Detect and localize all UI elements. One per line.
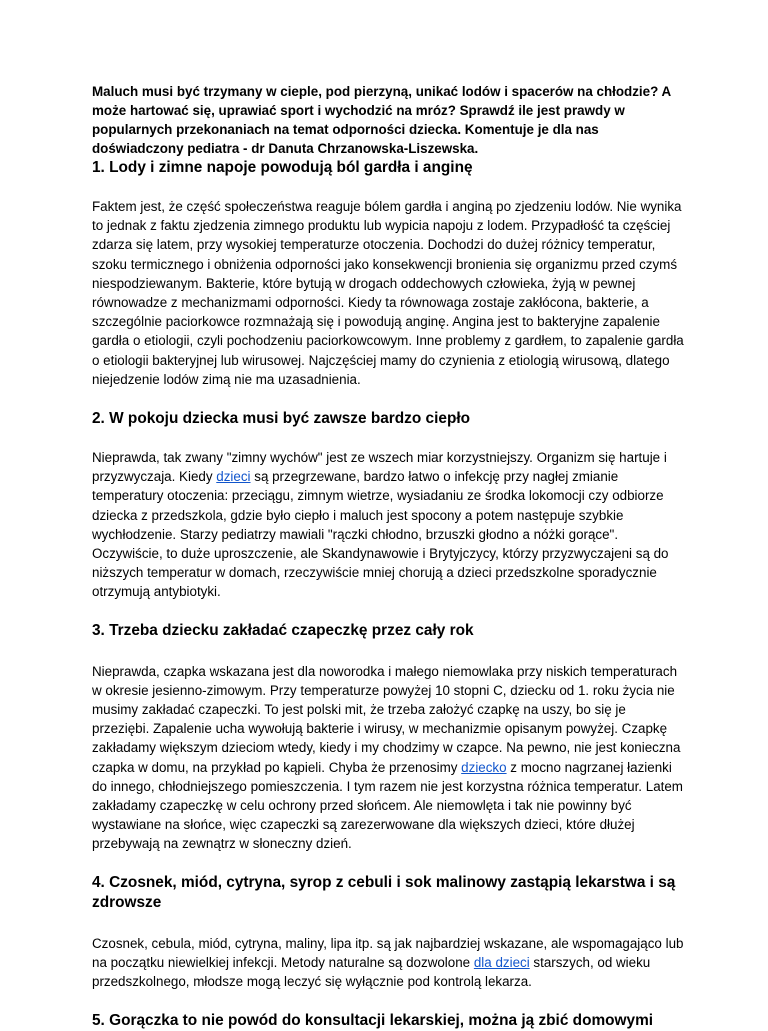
section-4-text-after: starszych, od wieku przedszkolnego, młodsze mogą leczyć się wyłącznie pod kontrolą lekarza. — [92, 954, 651, 990]
section-5-heading: 5. Gorączka to nie powód do konsultacji lekarskiej, można ją zbić domowymi — [92, 1012, 654, 1030]
intro-paragraph: Maluch musi być trzymany w cieple, pod pierzyną, unikać lodów i spacerów na chłodzie? A może hartować się, uprawiać sport i wychodzić na mróz? Sprawdź ile jest prawdy w popularnych przekonaniach na temat odporności dziecka. Komentuje je dla nas doświadczony pediatra - dr Danuta Chrzanowska-Liszewska. — [92, 84, 671, 156]
link-dla-dzieci[interactable]: dla dzieci — [473, 954, 530, 970]
section-3-body — [92, 662, 684, 854]
link-dzieci[interactable]: dzieci — [216, 469, 251, 485]
section-1-heading: 1. Lody i zimne napoje powodują ból gardła i anginę — [92, 159, 473, 176]
section-1-body: Faktem jest, że część społeczeństwa reaguje bólem gardła i anginą po zjedzeniu lodów. Nie wynika to jednak z faktu zjedzenia zimnego produktu lub wypicia napoju z lodem. Przypadłość ta częściej zdarza się latem, przy wysokiej temperaturze otoczenia. Dochodzi do dużej różnicy temperatur, szoku termicznego i obniżenia odporności jako konsekwencji bronienia się organizmu przed czymś niespodziewanym. Bakterie, które bytują w drogach oddechowych człowieka, żyją w pewnej równowadze z mechanizmami odporności. Kiedy ta równowaga zostaje zakłócona, bakterie, a szczególnie paciorkowce rozmnażają się i powodują anginę. Angina jest to bakteryjne zapalenie gardła o etiologii, czyli pochodzeniu paciorkowcowym. Inne problemy z gardłem, to zapalenie gardła o etiologii bakteryjnej lub wirusowej. Najczęściej mamy do czynienia z etiologią wirusową, dlatego niejedzenie lodów zimą nie ma uzasadnienia. — [92, 199, 684, 387]
section-4-text-before: Czosnek, cebula, miód, cytryna, maliny, lipa itp. są jak najbardziej wskazane, ale wspomagająco lub na początku niewielkiej infekcji. Metody naturalne są dozwolone — [92, 935, 684, 970]
document-page — [92, 82, 684, 1031]
section-2-heading: 2. W pokoju dziecka musi być zawsze bardzo ciepło — [92, 410, 471, 428]
section-3-heading: 3. Trzeba dziecku zakładać czapeczkę przez cały rok — [92, 621, 474, 639]
section-4-heading: 4. Czosnek, miód, cytryna, syrop z cebuli i sok malinowy zastąpią lekarstwa i są zdrowsze — [92, 873, 676, 911]
section-3-text-after: z mocno nagrzanej łazienki do innego, chłodniejszego pomieszczenia. I tym razem nie jest korzystna różnica temperatur. Latem zakładamy czapeczkę w celu ochrony przed słońcem. Ale niemowlęta i tak nie powinny być wystawiane na słońce, więc czapeczki są zarezerwowane dla większych dzieci, które dłużej przebywają na zewnątrz w słoneczny dzień. — [92, 759, 683, 852]
section-2-text-after: są przegrzewane, bardzo łatwo o infekcję przy nagłej zmianie temperatury otoczenia: przeciągu, zimnym wietrze, wysiadaniu ze środka lokomocji czy odbiorze dziecka z przedszkola, gdzie było ciepło i maluch jest spocony a potem następuje szybkie wychłodzenie. Starzy pediatrzy mawiali "rączki chłodno, brzuszki głodno a nóżki gorące". Oczywiście, to duże uproszczenie, ale Skandynawowie i Brytyjczycy, którzy przyzwyczajeni są do niższych temperatur w domach, rzeczywiście mniej chorują a dzieci przedszkolne sporadycznie otrzymują antybiotyki. — [92, 469, 669, 600]
section-2-text-before: Nieprawda, tak zwany "zimny wychów" jest ze wszech miar korzystniejszy. Organizm się hartuje i przyzwyczaja. Kiedy — [92, 450, 667, 485]
section-4-body — [92, 934, 684, 992]
section-2-body — [92, 448, 684, 602]
link-dziecko[interactable]: dziecko — [461, 759, 507, 775]
section-3-text-before: Nieprawda, czapka wskazana jest dla noworodka i małego niemowlaka przy niskich temperaturach w okresie jesienno-zimowym. Przy temperaturze powyżej 10 stopni C, dziecku od 1. roku życia nie musimy zakładać czapeczki. To jest polski mit, że trzeba założyć czapkę na uszy, bo się je przeziębi. Zapalenie ucha wywołują bakterie i wirusy, w mechanizmie opisanym powyżej. Czapkę zakładamy większym dzieciom wtedy, kiedy i my chodzimy w czapce. Na pewno, nie jest konieczna czapka w domu, na przykład po kąpieli. Chyba że przenosimy — [92, 663, 681, 775]
